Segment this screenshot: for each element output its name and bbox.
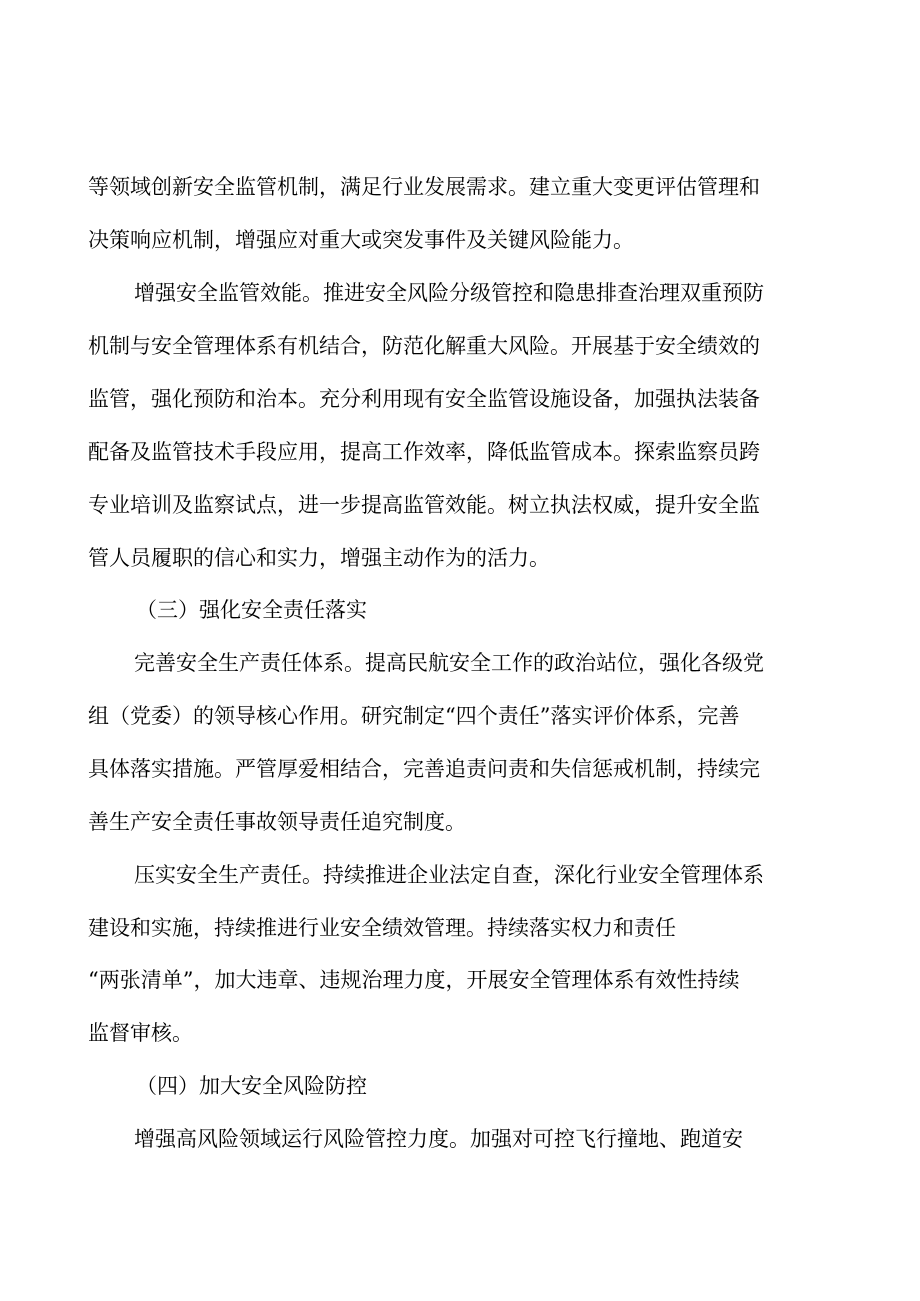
body-text-line: 等领域创新安全监管机制，满足行业发展需求。建立重大变更评估管理和: [88, 175, 760, 199]
body-text-line: 监管，强化预防和治本。充分利用现有安全监管设施设备，加强执法装备: [88, 387, 760, 411]
paragraph-start-line: 增强安全监管效能。推进安全风险分级管控和隐患排查治理双重预防: [134, 281, 764, 305]
body-text-line: 组（党委）的领导核心作用。研究制定“四个责任”落实评价体系，完善: [88, 704, 740, 728]
paragraph-start-line: 压实安全生产责任。持续推进企业法定自查，深化行业安全管理体系: [134, 863, 764, 887]
body-text-line: 管人员履职的信心和实力，增强主动作为的活力。: [88, 546, 550, 570]
paragraph-start-line: 完善安全生产责任体系。提高民航安全工作的政治站位，强化各级党: [134, 651, 764, 675]
section-heading: （三）强化安全责任落实: [136, 598, 367, 622]
paragraph-start-line: 增强高风险领域运行风险管控力度。加强对可控飞行撞地、跑道安: [134, 1127, 743, 1151]
body-text-line: 建设和实施，持续推进行业安全绩效管理。持续落实权力和责任: [88, 916, 676, 940]
body-text-line: 具体落实措施。严管厚爱相结合，完善追责问责和失信惩戒机制，持续完: [88, 757, 760, 781]
body-text-line: 决策响应机制，增强应对重大或突发事件及关键风险能力。: [88, 228, 634, 252]
body-text-line: 配备及监管技术手段应用，提高工作效率，降低监管成本。探索监察员跨: [88, 440, 760, 464]
body-text-line: 专业培训及监察试点，进一步提高监管效能。树立执法权威，提升安全监: [88, 493, 760, 517]
body-text-line: “两张清单”，加大违章、违规治理力度，开展安全管理体系有效性持续: [88, 968, 740, 992]
body-text-line: 善生产安全责任事故领导责任追究制度。: [88, 810, 466, 834]
section-heading: （四）加大安全风险防控: [136, 1074, 367, 1098]
body-text-line: 机制与安全管理体系有机结合，防范化解重大风险。开展基于安全绩效的: [88, 334, 760, 358]
body-text-line: 监督审核。: [88, 1021, 193, 1045]
